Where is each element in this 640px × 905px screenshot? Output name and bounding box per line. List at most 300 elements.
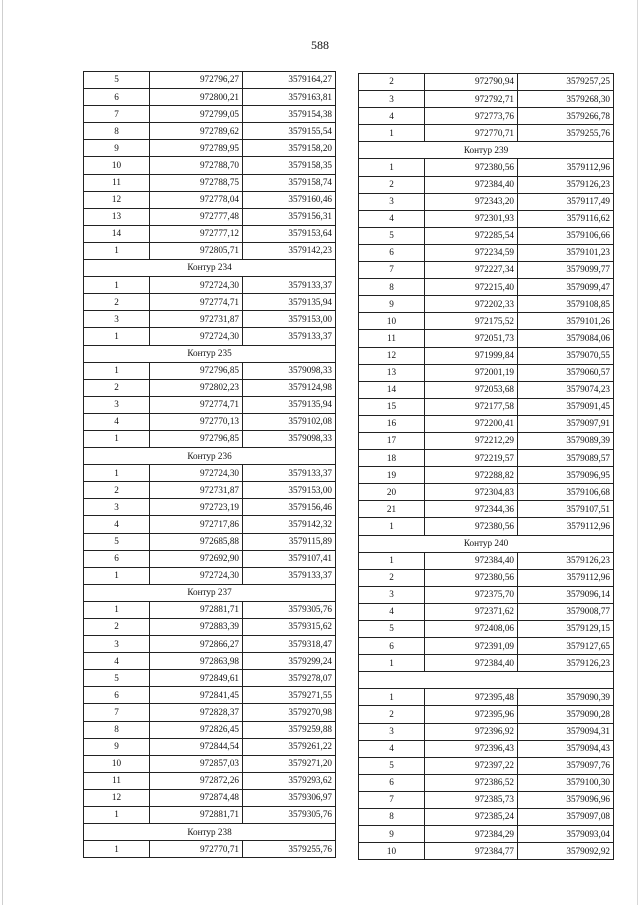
point-number-cell: 11 bbox=[84, 772, 150, 789]
point-number-cell: 19 bbox=[359, 467, 425, 484]
point-number-cell: 1 bbox=[84, 841, 150, 858]
x-coordinate-cell: 972391,09 bbox=[425, 638, 518, 655]
table-row bbox=[359, 347, 614, 364]
x-coordinate-cell: 972001,19 bbox=[425, 364, 518, 381]
contour-header-row bbox=[359, 142, 614, 159]
point-number-cell: 1 bbox=[84, 601, 150, 618]
table-row bbox=[84, 277, 336, 294]
y-coordinate-cell: 3579101,26 bbox=[518, 313, 614, 330]
point-number-cell: 10 bbox=[84, 157, 150, 174]
coordinates-table-right-body bbox=[359, 74, 614, 860]
table-row bbox=[84, 328, 336, 345]
y-coordinate-cell: 3579098,33 bbox=[243, 362, 336, 379]
y-coordinate-cell: 3579156,31 bbox=[243, 208, 336, 225]
table-row bbox=[359, 415, 614, 432]
x-coordinate-cell: 972789,95 bbox=[150, 140, 243, 157]
point-number-cell: 2 bbox=[359, 74, 425, 91]
table-row bbox=[359, 381, 614, 398]
table-row bbox=[84, 362, 336, 379]
contour-label: Контур 238 bbox=[84, 824, 336, 841]
table-row bbox=[359, 501, 614, 518]
x-coordinate-cell: 972773,76 bbox=[425, 108, 518, 125]
point-number-cell: 2 bbox=[84, 294, 150, 311]
point-number-cell: 6 bbox=[359, 638, 425, 655]
x-coordinate-cell: 972796,85 bbox=[150, 362, 243, 379]
point-number-cell: 3 bbox=[84, 396, 150, 413]
point-number-cell: 4 bbox=[359, 740, 425, 757]
x-coordinate-cell: 972723,19 bbox=[150, 499, 243, 516]
y-coordinate-cell: 3579090,39 bbox=[518, 689, 614, 706]
table-row bbox=[84, 653, 336, 670]
x-coordinate-cell: 972792,71 bbox=[425, 91, 518, 108]
table-row bbox=[359, 398, 614, 415]
x-coordinate-cell: 972774,71 bbox=[150, 294, 243, 311]
table-row bbox=[359, 176, 614, 193]
table-row bbox=[359, 467, 614, 484]
x-coordinate-cell: 972227,34 bbox=[425, 262, 518, 279]
table-row bbox=[359, 125, 614, 142]
y-coordinate-cell: 3579305,76 bbox=[243, 807, 336, 824]
x-coordinate-cell: 972396,43 bbox=[425, 740, 518, 757]
contour-header-row bbox=[84, 448, 336, 465]
x-coordinate-cell: 972841,45 bbox=[150, 687, 243, 704]
point-number-cell: 8 bbox=[84, 123, 150, 140]
table-row bbox=[359, 552, 614, 569]
y-coordinate-cell: 3579099,47 bbox=[518, 279, 614, 296]
table-row bbox=[359, 791, 614, 808]
table-row bbox=[84, 396, 336, 413]
y-coordinate-cell: 3579255,76 bbox=[518, 125, 614, 142]
table-row bbox=[359, 569, 614, 586]
point-number-cell: 10 bbox=[359, 313, 425, 330]
point-number-cell: 5 bbox=[84, 670, 150, 687]
point-number-cell: 9 bbox=[84, 738, 150, 755]
point-number-cell: 13 bbox=[84, 208, 150, 225]
point-number-cell: 4 bbox=[359, 210, 425, 227]
x-coordinate-cell: 972053,68 bbox=[425, 381, 518, 398]
x-coordinate-cell: 972874,48 bbox=[150, 789, 243, 806]
x-coordinate-cell: 972384,29 bbox=[425, 826, 518, 843]
coordinates-table-left bbox=[83, 71, 336, 858]
table-row bbox=[84, 106, 336, 123]
table-row bbox=[84, 550, 336, 567]
table-row bbox=[359, 193, 614, 210]
table-row bbox=[84, 157, 336, 174]
x-coordinate-cell: 972774,71 bbox=[150, 396, 243, 413]
y-coordinate-cell: 3579090,28 bbox=[518, 706, 614, 723]
page-number: 588 bbox=[311, 38, 329, 52]
x-coordinate-cell: 972375,70 bbox=[425, 586, 518, 603]
x-coordinate-cell: 972724,30 bbox=[150, 328, 243, 345]
table-row bbox=[84, 430, 336, 447]
table-row bbox=[84, 174, 336, 191]
point-number-cell: 1 bbox=[84, 430, 150, 447]
x-coordinate-cell: 972881,71 bbox=[150, 601, 243, 618]
contour-label bbox=[359, 672, 614, 689]
y-coordinate-cell: 3579101,23 bbox=[518, 244, 614, 261]
table-row bbox=[84, 465, 336, 482]
y-coordinate-cell: 3579126,23 bbox=[518, 552, 614, 569]
y-coordinate-cell: 3579097,76 bbox=[518, 757, 614, 774]
point-number-cell: 1 bbox=[84, 362, 150, 379]
table-row bbox=[359, 740, 614, 757]
x-coordinate-cell: 972343,20 bbox=[425, 193, 518, 210]
table-row bbox=[359, 621, 614, 638]
table-row bbox=[359, 774, 614, 791]
contour-label: Контур 240 bbox=[359, 535, 614, 552]
y-coordinate-cell: 3579094,31 bbox=[518, 723, 614, 740]
point-number-cell: 2 bbox=[359, 569, 425, 586]
point-number-cell: 4 bbox=[359, 108, 425, 125]
point-number-cell: 2 bbox=[359, 176, 425, 193]
point-number-cell: 12 bbox=[84, 191, 150, 208]
table-row bbox=[84, 294, 336, 311]
y-coordinate-cell: 3579156,46 bbox=[243, 499, 336, 516]
point-number-cell: 16 bbox=[359, 415, 425, 432]
table-row bbox=[84, 482, 336, 499]
table-row bbox=[359, 210, 614, 227]
point-number-cell: 13 bbox=[359, 364, 425, 381]
x-coordinate-cell: 972385,24 bbox=[425, 809, 518, 826]
x-coordinate-cell: 972826,45 bbox=[150, 721, 243, 738]
y-coordinate-cell: 3579135,94 bbox=[243, 294, 336, 311]
y-coordinate-cell: 3579100,30 bbox=[518, 774, 614, 791]
x-coordinate-cell: 972789,62 bbox=[150, 123, 243, 140]
x-coordinate-cell: 972202,33 bbox=[425, 296, 518, 313]
point-number-cell: 10 bbox=[84, 755, 150, 772]
point-number-cell: 2 bbox=[359, 706, 425, 723]
table-row bbox=[359, 279, 614, 296]
point-number-cell: 1 bbox=[359, 159, 425, 176]
table-row bbox=[84, 516, 336, 533]
x-coordinate-cell: 972219,57 bbox=[425, 450, 518, 467]
x-coordinate-cell: 972724,30 bbox=[150, 567, 243, 584]
table-row bbox=[359, 330, 614, 347]
point-number-cell: 21 bbox=[359, 501, 425, 518]
y-coordinate-cell: 3579112,96 bbox=[518, 518, 614, 535]
y-coordinate-cell: 3579097,91 bbox=[518, 415, 614, 432]
table-row bbox=[359, 518, 614, 535]
point-number-cell: 6 bbox=[84, 687, 150, 704]
table-row bbox=[84, 670, 336, 687]
point-number-cell: 8 bbox=[359, 279, 425, 296]
y-coordinate-cell: 3579305,76 bbox=[243, 601, 336, 618]
y-coordinate-cell: 3579084,06 bbox=[518, 330, 614, 347]
point-number-cell: 6 bbox=[359, 244, 425, 261]
y-coordinate-cell: 3579133,37 bbox=[243, 465, 336, 482]
x-coordinate-cell: 972395,48 bbox=[425, 689, 518, 706]
table-row bbox=[84, 721, 336, 738]
x-coordinate-cell: 972386,52 bbox=[425, 774, 518, 791]
y-coordinate-cell: 3579133,37 bbox=[243, 328, 336, 345]
table-row bbox=[84, 208, 336, 225]
table-row bbox=[84, 772, 336, 789]
point-number-cell: 5 bbox=[359, 227, 425, 244]
x-coordinate-cell: 972770,13 bbox=[150, 413, 243, 430]
y-coordinate-cell: 3579096,14 bbox=[518, 586, 614, 603]
x-coordinate-cell: 972396,92 bbox=[425, 723, 518, 740]
x-coordinate-cell: 972408,06 bbox=[425, 621, 518, 638]
x-coordinate-cell: 972285,54 bbox=[425, 227, 518, 244]
y-coordinate-cell: 3579306,97 bbox=[243, 789, 336, 806]
y-coordinate-cell: 3579117,49 bbox=[518, 193, 614, 210]
x-coordinate-cell: 972828,37 bbox=[150, 704, 243, 721]
y-coordinate-cell: 3579160,46 bbox=[243, 191, 336, 208]
x-coordinate-cell: 972397,22 bbox=[425, 757, 518, 774]
y-coordinate-cell: 3579153,00 bbox=[243, 311, 336, 328]
y-coordinate-cell: 3579106,66 bbox=[518, 227, 614, 244]
y-coordinate-cell: 3579112,96 bbox=[518, 159, 614, 176]
y-coordinate-cell: 3579259,88 bbox=[243, 721, 336, 738]
x-coordinate-cell: 972790,94 bbox=[425, 74, 518, 91]
y-coordinate-cell: 3579299,24 bbox=[243, 653, 336, 670]
y-coordinate-cell: 3579133,37 bbox=[243, 567, 336, 584]
x-coordinate-cell: 972796,85 bbox=[150, 430, 243, 447]
table-row bbox=[359, 364, 614, 381]
point-number-cell: 1 bbox=[359, 125, 425, 142]
y-coordinate-cell: 3579060,57 bbox=[518, 364, 614, 381]
point-number-cell: 1 bbox=[84, 567, 150, 584]
table-row bbox=[84, 619, 336, 636]
x-coordinate-cell: 972788,70 bbox=[150, 157, 243, 174]
x-coordinate-cell: 972692,90 bbox=[150, 550, 243, 567]
point-number-cell: 2 bbox=[84, 619, 150, 636]
x-coordinate-cell: 972805,71 bbox=[150, 242, 243, 259]
point-number-cell: 11 bbox=[84, 174, 150, 191]
point-number-cell: 5 bbox=[359, 757, 425, 774]
point-number-cell: 1 bbox=[359, 655, 425, 672]
contour-label: Контур 235 bbox=[84, 345, 336, 362]
table-row bbox=[84, 225, 336, 242]
x-coordinate-cell: 972234,59 bbox=[425, 244, 518, 261]
y-coordinate-cell: 3579107,51 bbox=[518, 501, 614, 518]
y-coordinate-cell: 3579108,85 bbox=[518, 296, 614, 313]
point-number-cell: 7 bbox=[359, 262, 425, 279]
x-coordinate-cell: 972883,39 bbox=[150, 619, 243, 636]
coordinates-table-left-body bbox=[84, 72, 336, 858]
coordinates-table-right bbox=[358, 73, 614, 860]
point-number-cell: 8 bbox=[84, 721, 150, 738]
table-row bbox=[359, 689, 614, 706]
y-coordinate-cell: 3579271,55 bbox=[243, 687, 336, 704]
table-row bbox=[359, 313, 614, 330]
point-number-cell: 12 bbox=[84, 789, 150, 806]
point-number-cell: 1 bbox=[359, 689, 425, 706]
x-coordinate-cell: 972288,82 bbox=[425, 467, 518, 484]
x-coordinate-cell: 972685,88 bbox=[150, 533, 243, 550]
y-coordinate-cell: 3579102,08 bbox=[243, 413, 336, 430]
point-number-cell: 14 bbox=[84, 225, 150, 242]
point-number-cell: 11 bbox=[359, 330, 425, 347]
y-coordinate-cell: 3579126,23 bbox=[518, 655, 614, 672]
table-row bbox=[359, 74, 614, 91]
point-number-cell: 9 bbox=[84, 140, 150, 157]
point-number-cell: 1 bbox=[84, 328, 150, 345]
y-coordinate-cell: 3579158,35 bbox=[243, 157, 336, 174]
x-coordinate-cell: 972380,56 bbox=[425, 569, 518, 586]
point-number-cell: 20 bbox=[359, 484, 425, 501]
table-row bbox=[84, 738, 336, 755]
x-coordinate-cell: 972788,75 bbox=[150, 174, 243, 191]
point-number-cell: 2 bbox=[84, 379, 150, 396]
table-row bbox=[359, 603, 614, 620]
table-row bbox=[359, 586, 614, 603]
y-coordinate-cell: 3579106,68 bbox=[518, 484, 614, 501]
y-coordinate-cell: 3579142,32 bbox=[243, 516, 336, 533]
y-coordinate-cell: 3579135,94 bbox=[243, 396, 336, 413]
contour-header-row bbox=[84, 260, 336, 277]
y-coordinate-cell: 3579097,08 bbox=[518, 809, 614, 826]
table-row bbox=[84, 841, 336, 858]
x-coordinate-cell: 972863,98 bbox=[150, 653, 243, 670]
point-number-cell: 18 bbox=[359, 450, 425, 467]
x-coordinate-cell: 972866,27 bbox=[150, 636, 243, 653]
y-coordinate-cell: 3579089,57 bbox=[518, 450, 614, 467]
x-coordinate-cell: 972777,12 bbox=[150, 225, 243, 242]
y-coordinate-cell: 3579257,25 bbox=[518, 74, 614, 91]
x-coordinate-cell: 972724,30 bbox=[150, 465, 243, 482]
y-coordinate-cell: 3579089,39 bbox=[518, 432, 614, 449]
y-coordinate-cell: 3579074,23 bbox=[518, 381, 614, 398]
y-coordinate-cell: 3579092,92 bbox=[518, 843, 614, 860]
table-row bbox=[359, 757, 614, 774]
x-coordinate-cell: 972872,26 bbox=[150, 772, 243, 789]
x-coordinate-cell: 972212,29 bbox=[425, 432, 518, 449]
table-row bbox=[359, 826, 614, 843]
y-coordinate-cell: 3579127,65 bbox=[518, 638, 614, 655]
x-coordinate-cell: 972301,93 bbox=[425, 210, 518, 227]
y-coordinate-cell: 3579271,20 bbox=[243, 755, 336, 772]
y-coordinate-cell: 3579318,47 bbox=[243, 636, 336, 653]
x-coordinate-cell: 972881,71 bbox=[150, 807, 243, 824]
y-coordinate-cell: 3579163,81 bbox=[243, 89, 336, 106]
table-row bbox=[359, 108, 614, 125]
x-coordinate-cell: 972778,04 bbox=[150, 191, 243, 208]
table-row bbox=[84, 242, 336, 259]
x-coordinate-cell: 972844,54 bbox=[150, 738, 243, 755]
x-coordinate-cell: 972799,05 bbox=[150, 106, 243, 123]
point-number-cell: 12 bbox=[359, 347, 425, 364]
point-number-cell: 7 bbox=[84, 704, 150, 721]
contour-header-row bbox=[84, 584, 336, 601]
table-row bbox=[359, 723, 614, 740]
table-row bbox=[84, 755, 336, 772]
contour-label: Контур 234 bbox=[84, 260, 336, 277]
y-coordinate-cell: 3579266,78 bbox=[518, 108, 614, 125]
x-coordinate-cell: 972380,56 bbox=[425, 159, 518, 176]
y-coordinate-cell: 3579153,64 bbox=[243, 225, 336, 242]
point-number-cell: 14 bbox=[359, 381, 425, 398]
contour-header-row bbox=[84, 824, 336, 841]
point-number-cell: 4 bbox=[359, 603, 425, 620]
y-coordinate-cell: 3579096,95 bbox=[518, 467, 614, 484]
point-number-cell: 4 bbox=[84, 653, 150, 670]
table-row bbox=[84, 191, 336, 208]
y-coordinate-cell: 3579070,55 bbox=[518, 347, 614, 364]
table-row bbox=[84, 687, 336, 704]
point-number-cell: 3 bbox=[359, 91, 425, 108]
y-coordinate-cell: 3579268,30 bbox=[518, 91, 614, 108]
table-row bbox=[359, 262, 614, 279]
point-number-cell: 1 bbox=[84, 277, 150, 294]
table-row bbox=[84, 499, 336, 516]
x-coordinate-cell: 972849,61 bbox=[150, 670, 243, 687]
x-coordinate-cell: 972796,27 bbox=[150, 72, 243, 89]
table-row bbox=[84, 636, 336, 653]
point-number-cell: 5 bbox=[84, 533, 150, 550]
point-number-cell: 3 bbox=[359, 586, 425, 603]
table-row bbox=[359, 809, 614, 826]
point-number-cell: 9 bbox=[359, 296, 425, 313]
x-coordinate-cell: 972051,73 bbox=[425, 330, 518, 347]
x-coordinate-cell: 972770,71 bbox=[425, 125, 518, 142]
point-number-cell: 3 bbox=[84, 311, 150, 328]
table-row bbox=[359, 655, 614, 672]
y-coordinate-cell: 3579154,38 bbox=[243, 106, 336, 123]
y-coordinate-cell: 3579158,74 bbox=[243, 174, 336, 191]
point-number-cell: 17 bbox=[359, 432, 425, 449]
table-row bbox=[359, 450, 614, 467]
table-row bbox=[359, 91, 614, 108]
point-number-cell: 1 bbox=[84, 465, 150, 482]
table-row bbox=[84, 807, 336, 824]
y-coordinate-cell: 3579107,41 bbox=[243, 550, 336, 567]
scan-edge-left bbox=[2, 0, 3, 905]
x-coordinate-cell: 972385,73 bbox=[425, 791, 518, 808]
point-number-cell: 8 bbox=[359, 809, 425, 826]
point-number-cell: 3 bbox=[84, 499, 150, 516]
point-number-cell: 7 bbox=[84, 106, 150, 123]
x-coordinate-cell: 972395,96 bbox=[425, 706, 518, 723]
table-row bbox=[359, 706, 614, 723]
y-coordinate-cell: 3579278,07 bbox=[243, 670, 336, 687]
y-coordinate-cell: 3579270,98 bbox=[243, 704, 336, 721]
x-coordinate-cell: 972717,86 bbox=[150, 516, 243, 533]
x-coordinate-cell: 972304,83 bbox=[425, 484, 518, 501]
y-coordinate-cell: 3579099,77 bbox=[518, 262, 614, 279]
point-number-cell: 5 bbox=[84, 72, 150, 89]
x-coordinate-cell: 972380,56 bbox=[425, 518, 518, 535]
y-coordinate-cell: 3579112,96 bbox=[518, 569, 614, 586]
table-row bbox=[84, 89, 336, 106]
x-coordinate-cell: 971999,84 bbox=[425, 347, 518, 364]
y-coordinate-cell: 3579115,89 bbox=[243, 533, 336, 550]
y-coordinate-cell: 3579116,62 bbox=[518, 210, 614, 227]
contour-label: Контур 236 bbox=[84, 448, 336, 465]
table-row bbox=[84, 704, 336, 721]
y-coordinate-cell: 3579124,98 bbox=[243, 379, 336, 396]
point-number-cell: 7 bbox=[359, 791, 425, 808]
y-coordinate-cell: 3579293,62 bbox=[243, 772, 336, 789]
y-coordinate-cell: 3579255,76 bbox=[243, 841, 336, 858]
contour-label: Контур 237 bbox=[84, 584, 336, 601]
table-row bbox=[84, 123, 336, 140]
point-number-cell: 3 bbox=[84, 636, 150, 653]
point-number-cell: 3 bbox=[359, 193, 425, 210]
contour-header-row bbox=[359, 535, 614, 552]
x-coordinate-cell: 972384,77 bbox=[425, 843, 518, 860]
table-row bbox=[84, 413, 336, 430]
y-coordinate-cell: 3579093,04 bbox=[518, 826, 614, 843]
table-row bbox=[359, 484, 614, 501]
table-row bbox=[84, 72, 336, 89]
scan-edge-right bbox=[637, 0, 638, 905]
x-coordinate-cell: 972724,30 bbox=[150, 277, 243, 294]
point-number-cell: 1 bbox=[359, 552, 425, 569]
x-coordinate-cell: 972857,03 bbox=[150, 755, 243, 772]
y-coordinate-cell: 3579133,37 bbox=[243, 277, 336, 294]
x-coordinate-cell: 972177,58 bbox=[425, 398, 518, 415]
